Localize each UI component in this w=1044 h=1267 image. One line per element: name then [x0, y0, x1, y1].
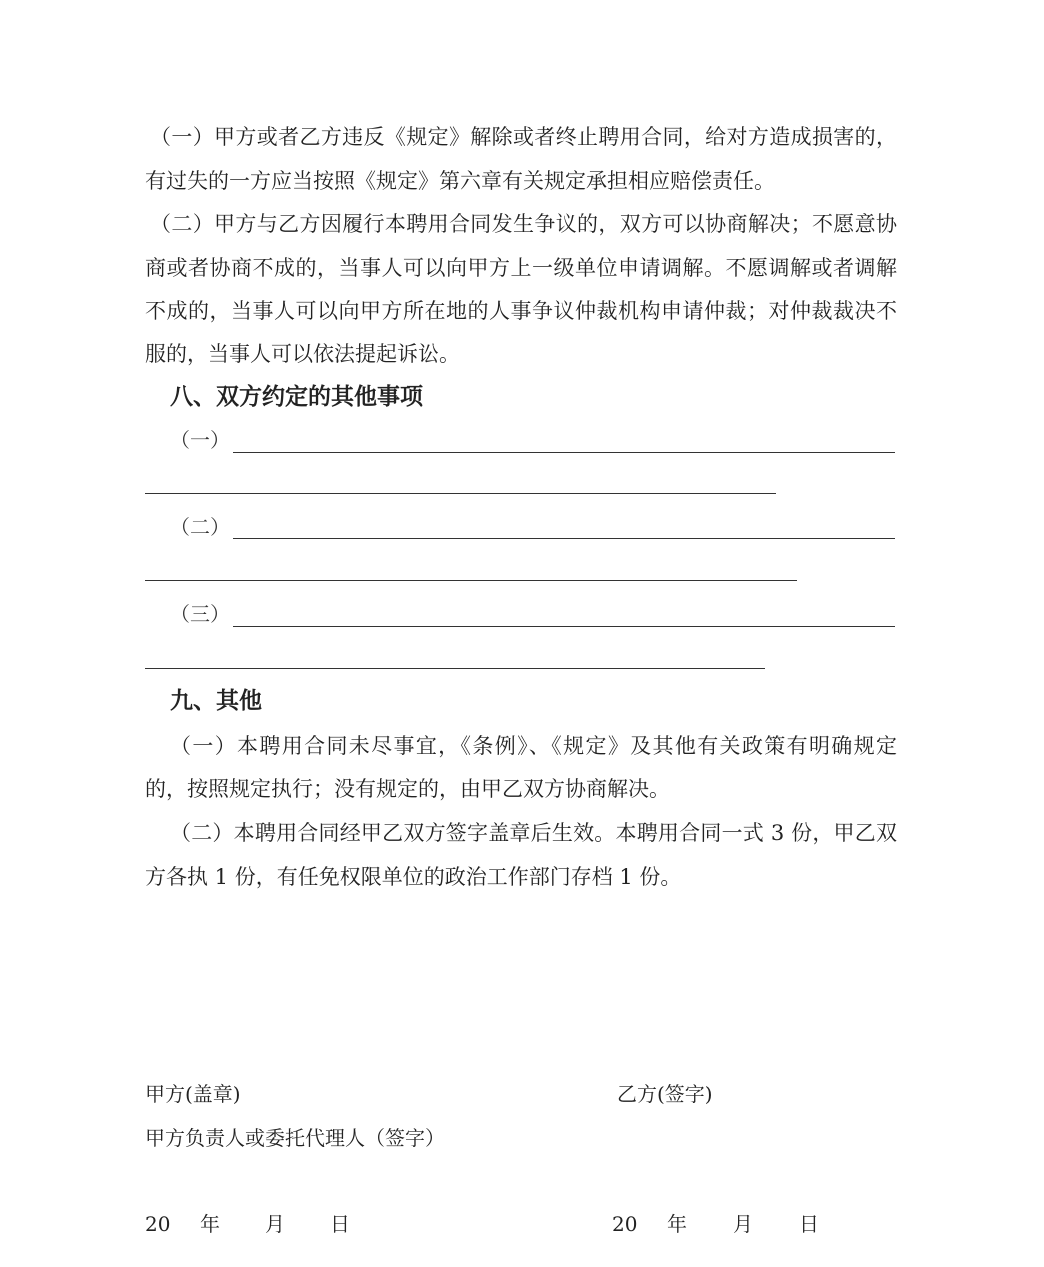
paragraph-line: 方各执 1 份，有任免权限单位的政治工作部门存档 1 份。: [145, 865, 682, 889]
item-label: （二）: [170, 515, 230, 539]
blank-line[interactable]: [233, 538, 895, 539]
party-a-representative-label: 甲方负责人或委托代理人（签字）: [145, 1126, 445, 1150]
date-year-prefix: 20: [145, 1212, 171, 1236]
paragraph-line: （一）本聘用合同未尽事宜，《条例》、《规定》及其他有关政策有明确规定: [170, 734, 897, 758]
paragraph-line: 的，按照规定执行；没有规定的，由甲乙双方协商解决。: [145, 777, 670, 801]
blank-line[interactable]: [233, 626, 895, 627]
paragraph-line: 商或者协商不成的，当事人可以向甲方上一级单位申请调解。不愿调解或者调解: [145, 256, 897, 280]
paragraph-line: （一）甲方或者乙方违反《规定》解除或者终止聘用合同，给对方造成损害的，: [150, 125, 897, 149]
date-month: 月: [733, 1212, 753, 1236]
blank-line[interactable]: [145, 580, 797, 581]
section-9-heading: 九、其他: [170, 687, 262, 714]
blank-line[interactable]: [233, 452, 895, 453]
date-day: 日: [330, 1212, 350, 1236]
item-label: （三）: [170, 602, 230, 626]
date-year-prefix: 20: [612, 1212, 638, 1236]
section-8-heading: 八、双方约定的其他事项: [170, 383, 423, 410]
blank-line[interactable]: [145, 493, 776, 494]
date-year: 年: [667, 1212, 687, 1236]
party-a-seal-label: 甲方(盖章): [145, 1082, 241, 1106]
item-label: （一）: [170, 428, 230, 452]
paragraph-line: （二）甲方与乙方因履行本聘用合同发生争议的，双方可以协商解决；不愿意协: [150, 212, 897, 236]
date-year: 年: [200, 1212, 220, 1236]
blank-line[interactable]: [145, 668, 765, 669]
date-month: 月: [265, 1212, 285, 1236]
paragraph-line: 不成的，当事人可以向甲方所在地的人事争议仲裁机构申请仲裁；对仲裁裁决不: [145, 299, 897, 323]
paragraph-line: 服的，当事人可以依法提起诉讼。: [145, 342, 460, 366]
date-day: 日: [799, 1212, 819, 1236]
party-b-signature-label: 乙方(签字): [617, 1082, 713, 1106]
paragraph-line: 有过失的一方应当按照《规定》第六章有关规定承担相应赔偿责任。: [145, 169, 775, 193]
paragraph-line: （二）本聘用合同经甲乙双方签字盖章后生效。本聘用合同一式 3 份，甲乙双: [170, 821, 897, 845]
